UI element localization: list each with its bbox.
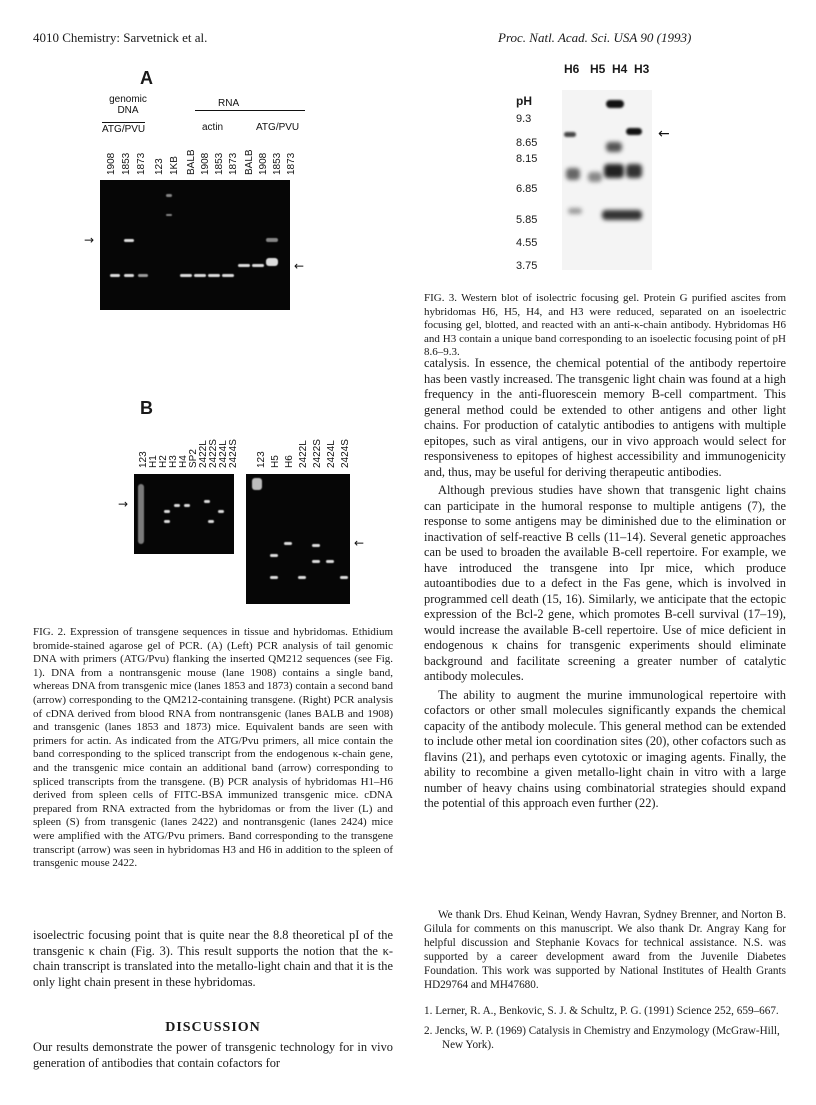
- fig2a-lane-label: BALB: [244, 149, 255, 175]
- fig2a-lane-label: BALB: [186, 149, 197, 175]
- fig3-ph-mark: 4.55: [516, 237, 538, 249]
- fig2b-lane-label: 123: [138, 451, 149, 468]
- fig2b-arrow-left: →: [118, 497, 129, 511]
- fig2a-lane-label: 1853: [272, 152, 283, 175]
- fig2a-arrow-left: →: [84, 233, 95, 247]
- fig3-blot-image: [562, 90, 652, 270]
- fig2a-lane-label: 1873: [286, 152, 297, 175]
- fig2b-left-gel-image: [134, 474, 234, 554]
- fig3-caption: FIG. 3. Western blot of isolectric focusing gel. Protein G purified ascites from hybridomas H6, H5, H4, and H3 were reduced, separated on an isoelectric focusing gel, blotted, and reacted with an anti-κ-chain antibody. Hybridomas H6 and H3 contain a unique band corresponding to an isoelectic focusing point of pH 8.6–9.3.: [424, 292, 786, 359]
- fig3-ph-mark: 9.3: [516, 113, 532, 125]
- references-list: [424, 1004, 786, 1058]
- fig2b-lane-label: H2: [158, 455, 169, 468]
- fig3-ph-title: pH: [516, 94, 532, 108]
- fig3-lane-label: H6: [564, 62, 580, 76]
- fig2b-lane-label: SP2: [188, 449, 199, 468]
- fig2a-lane-label: 1908: [106, 152, 117, 175]
- fig2a-lane-label: 1853: [121, 152, 132, 175]
- page-header-right: Proc. Natl. Acad. Sci. USA 90 (1993): [498, 30, 692, 45]
- fig2b-lane-label: 2424L: [218, 440, 229, 468]
- fig2-panel-a-letter: A: [140, 68, 153, 88]
- reference-item: 2. Jencks, W. P. (1969) Catalysis in Chemistry and Enzymology (McGraw-Hill, New York).: [424, 1025, 780, 1051]
- fig2a-gel-image: [100, 180, 290, 310]
- reference-item: 1. Lerner, R. A., Benkovic, S. J. & Schultz, P. G. (1991) Science 252, 659–667.: [424, 1005, 779, 1017]
- fig2a-lane-label: 123: [154, 158, 165, 175]
- fig2a-lane-label: 1908: [200, 152, 211, 175]
- fig3-lane-label: H3: [634, 62, 650, 76]
- fig2a-rna-rule: [195, 110, 305, 111]
- fig2a-lane-label: 1KB: [169, 156, 180, 175]
- fig2a-group-genomic: genomic DNA: [109, 94, 147, 116]
- fig2a-sub-actin: actin: [202, 122, 224, 133]
- right-paragraph-1: catalysis. In essence, the chemical potential of the antibody repertoire has been vastly increased. The transgenic light chain was found at a high frequency in the anti-fluorescein memory B-cell compartment. This general method could be extended to other antigens and other light chains. For production of catalytic antibodies to antigens with multiple epitopes, such as viral antigens, our in vivo approach would select for responsiveness to epitopes of highest accessibility and immunogenicity and, thus, may be useful for deriving therapeutic antibodies.: [424, 356, 786, 479]
- fig3-lane-label: H5: [590, 62, 606, 76]
- left-paragraph-2: Our results demonstrate the power of transgenic technology for in vivo generation of antibodies that contain cofactors for: [33, 1040, 393, 1070]
- page-header-left: 4010 Chemistry: Sarvetnick et al.: [33, 30, 208, 45]
- fig2a-lane-label: 1873: [136, 152, 147, 175]
- fig2b-lane-label: 123: [256, 451, 267, 468]
- acknowledgments: We thank Drs. Ehud Keinan, Wendy Havran, Sydney Brenner, and Norton B. Gilula for comments on this manuscript. We also thank Dr. Angray Kang for helpful discussion and Stephanie Kovacs for technical assistance. N.S. was supported by a career development award from the Juvenile Diabetes Foundation. This work was supported by National Institutes of Health Grants HD29764 and MH47680.: [424, 909, 786, 991]
- fig2a-lane-label: 1873: [228, 152, 239, 175]
- fig3-ph-mark: 3.75: [516, 260, 538, 272]
- fig2b-lane-label: H6: [284, 455, 295, 468]
- right-column-body: [424, 356, 786, 812]
- fig2b-lane-label: H4: [178, 455, 189, 468]
- fig2b-lane-label: 2422S: [208, 439, 219, 468]
- fig2a-sub-atg-left: ATG/PVU: [102, 124, 146, 135]
- fig2-panel-b-letter: B: [140, 398, 153, 418]
- fig3-arrow: ←: [658, 126, 670, 142]
- fig2b-lane-label: 2422L: [198, 440, 209, 468]
- fig2a-lane-label: 1908: [258, 152, 269, 175]
- fig2b-lane-label: H3: [168, 455, 179, 468]
- fig2a-group-rna: RNA: [218, 98, 240, 109]
- fig2b-lane-label: 2422L: [298, 440, 309, 468]
- fig3-ph-mark: 8.15: [516, 153, 538, 165]
- fig2b-lane-label: 2424L: [326, 440, 337, 468]
- fig2b-lane-label: 2422S: [312, 439, 323, 468]
- fig2a-sub-atg-right: ATG/PVU: [256, 122, 300, 133]
- fig3-ph-mark: 6.85: [516, 183, 538, 195]
- fig3-lane-header: [506, 62, 686, 82]
- fig2b-lane-label: 2424S: [228, 439, 239, 468]
- fig2b-lane-label: H1: [148, 455, 159, 468]
- fig2b-arrow-right: ←: [354, 536, 365, 550]
- fig2a-arrow-right: ←: [294, 259, 305, 273]
- left-column-body: [33, 928, 393, 990]
- fig3-ph-axis: [516, 94, 566, 272]
- fig2-caption: FIG. 2. Expression of transgene sequences in tissue and hybridomas. Ethidium bromide-stained agarose gel of PCR. (A) (Left) PCR analysis of tail genomic DNA with primers (ATG/Pvu) flanking the inserted QM212 sequences (see Fig. 1). DNA from a nontransgenic mouse (lane 1908) contains a single band, whereas DNA from transgenic mice (lanes 1853 and 1873) contain a second band (arrow) corresponding to the QM212-containing transgene. (Right) PCR analysis of cDNA derived from blood RNA from nontransgenic (lanes BALB and 1908) and transgenic (lanes 1853 and 1873) mice. Equivalent bands are seen with primers for actin. As indicated from the ATG/Pvu primers, all mice contain the band corresponding to the spliced transcript from the endogenous κ-chain gene, and the transgenic mice contain an additional band (arrow) corresponding to spliced transcripts from the transgene. (B) PCR analysis of hybridomas H1–H6 derived from spleen cells of FITC-BSA immunized transgenic mice. cDNA prepared from RNA extracted from the hybridomas or from the liver (L) and spleen (S) from transgenic (lanes 2422) and nontransgenic (lanes 2424) mice were amplified with the ATG/Pvu primers. Band corresponding to the transgene transcript (arrow) was seen in hybridomas H3 and H6 in addition to the spleen of transgenic mouse 2422.: [33, 626, 393, 870]
- discussion-heading: DISCUSSION: [165, 1020, 261, 1035]
- left-column-discussion: [33, 1040, 393, 1071]
- right-paragraph-2: Although previous studies have shown that transgenic light chains can participate in the humoral response to multiple antigens (7), the response to some antigens may be diminished due to the elimination or inactivation of self-reactive B cells (11–14). Several genetic approaches can be used to broaden the available B-cell repertoire. For example, we have introduced the transgene into Ipr mice, which produce autoantibodies due to a defect in the Fas gene, which is involved in programmed cell death (15, 16). Similarly, we anticipate that the ectopic expression of the Bcl-2 gene, which promotes B-cell survival (17–19), would increase the available B-cell repertoire. Use of mice deficient in endogenous κ chains for transgenic experiments should eliminate background and facilitate screening a greater number of catalytic antibody molecules.: [424, 483, 786, 683]
- fig2b-lane-label: H5: [270, 455, 281, 468]
- fig3-lane-label: H4: [612, 62, 628, 76]
- fig2b-lane-label: 2424S: [340, 439, 351, 468]
- fig2a-lane-label: 1853: [214, 152, 225, 175]
- fig2b-right-gel-image: [246, 474, 350, 604]
- left-paragraph-1: isoelectric focusing point that is quite near the 8.8 theoretical pI of the transgenic κ chain (Fig. 3). This result supports the notion that the κ-chain transcript is translated into the metallo-light chain and that it is the only light chain present in these hybridomas.: [33, 928, 393, 989]
- fig3-ph-mark: 5.85: [516, 214, 538, 226]
- fig3-ph-mark: 8.65: [516, 137, 538, 149]
- right-paragraph-3: The ability to augment the murine immunological repertoire with cofactors or other small molecules significantly expands the chemical capacity of the antibody molecule. This general method can be extended to include other metal ion coordination sites (20), other cofactors such as flavins (21), and perhaps even cytotoxic or imaging agents. Finally, the ability to recombine a given metallo-light chain in vitro with a large number of heavy chains using combinatorial strategies should expand the potential of this approach even further (22).: [424, 687, 786, 810]
